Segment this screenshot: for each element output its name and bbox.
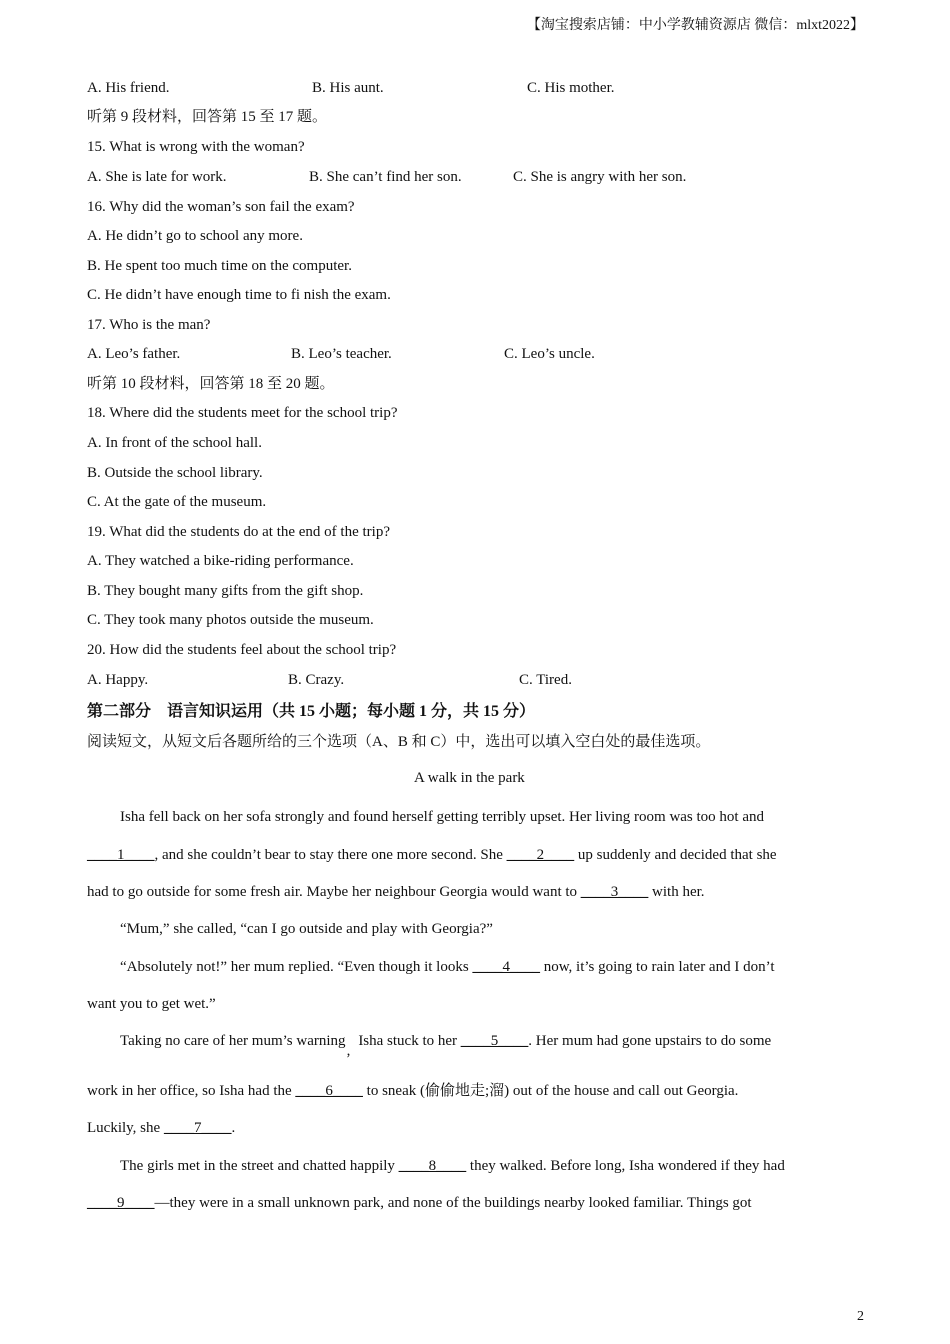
q18-stem: 18. Where did the students meet for the school trip? bbox=[87, 405, 398, 421]
q14-option-b: B. His aunt. bbox=[312, 80, 384, 96]
section-9-instruction: 听第 9 段材料，回答第 15 至 17 题。 bbox=[87, 109, 328, 125]
q14-option-a: A. His friend. bbox=[87, 80, 170, 96]
passage-text: work in her office, so Isha had the bbox=[87, 1083, 296, 1099]
passage-line-5 bbox=[120, 957, 774, 977]
q15-option-c: C. She is angry with her son. bbox=[513, 169, 687, 185]
passage-text: , and she couldn’t bear to stay there one more second. She bbox=[154, 847, 507, 863]
q19-option-b: B. They bought many gifts from the gift shop. bbox=[87, 583, 364, 599]
blank-7: ____7____ bbox=[163, 1120, 232, 1136]
blank-8: ____8____ bbox=[398, 1158, 467, 1174]
passage-line-10 bbox=[120, 1156, 785, 1176]
passage-text: Luckily, she bbox=[87, 1120, 164, 1136]
passage-text: “Mum,” she called, “can I go outside and play with Georgia?” bbox=[120, 921, 493, 937]
q16-option-a: A. He didn’t go to school any more. bbox=[87, 228, 303, 244]
q20-option-b: B. Crazy. bbox=[288, 672, 345, 688]
passage-text: now, it’s going to rain later and I don’t bbox=[539, 959, 775, 975]
passage-text: they walked. Before long, Isha wondered if they had bbox=[466, 1158, 785, 1174]
blank-9: ____9____ bbox=[87, 1195, 155, 1211]
q20-option-c: C. Tired. bbox=[519, 672, 572, 688]
part-2-instruction: 阅读短文，从短文后各题所给的三个选项（A、B 和 C）中，选出可以填入空白处的最佳选项。 bbox=[87, 734, 711, 750]
part-2-heading: 第二部分 语言知识运用（共 15 小题；每小题 1 分，共 15 分） bbox=[87, 703, 536, 720]
q16-option-c: C. He didn’t have enough time to fi nish the exam. bbox=[87, 287, 391, 303]
q17-option-c: C. Leo’s uncle. bbox=[504, 346, 595, 362]
q17-option-a: A. Leo’s father. bbox=[87, 346, 181, 362]
passage-line-6 bbox=[87, 994, 216, 1014]
q17-stem: 17. Who is the man? bbox=[87, 317, 211, 333]
blank-1: ____1____ bbox=[87, 847, 155, 863]
passage-line-3 bbox=[87, 882, 705, 902]
q19-stem: 19. What did the students do at the end of the trip? bbox=[87, 524, 390, 540]
passage-comma: , bbox=[346, 1043, 351, 1059]
blank-6: ____6____ bbox=[295, 1083, 363, 1099]
passage-text: to sneak (偷偷地走;溜) out of the house and call out Georgia. bbox=[362, 1083, 739, 1099]
page-number: 2 bbox=[857, 1309, 864, 1324]
passage-text: want you to get wet.” bbox=[87, 996, 216, 1012]
passage-text: . bbox=[231, 1120, 236, 1136]
q19-option-a: A. They watched a bike-riding performance. bbox=[87, 553, 354, 569]
q15-option-b: B. She can’t find her son. bbox=[309, 169, 462, 185]
passage-text: —they were in a small unknown park, and none of the buildings nearby looked familiar. Things got bbox=[154, 1195, 752, 1211]
q16-stem: 16. Why did the woman’s son fail the exam? bbox=[87, 199, 355, 215]
passage-line-8 bbox=[87, 1081, 738, 1101]
passage-text: had to go outside for some fresh air. Maybe her neighbour Georgia would want to bbox=[87, 884, 581, 900]
passage-text: Isha stuck to her bbox=[358, 1033, 461, 1049]
q18-option-a: A. In front of the school hall. bbox=[87, 435, 262, 451]
section-10-instruction: 听第 10 段材料，回答第 18 至 20 题。 bbox=[87, 376, 335, 392]
passage-text: up suddenly and decided that she bbox=[574, 847, 777, 863]
q18-option-b: B. Outside the school library. bbox=[87, 465, 263, 481]
passage-line-7 bbox=[120, 1031, 772, 1059]
passage-text: with her. bbox=[648, 884, 705, 900]
q17-option-b: B. Leo’s teacher. bbox=[291, 346, 392, 362]
blank-3: ____3____ bbox=[580, 884, 649, 900]
passage-text: . Her mum had gone upstairs to do some bbox=[528, 1033, 772, 1049]
blank-2: ____2____ bbox=[506, 847, 575, 863]
passage-text: The girls met in the street and chatted happily bbox=[120, 1158, 399, 1174]
passage-line-11 bbox=[87, 1193, 752, 1213]
page-header: 【淘宝搜索店铺：中小学教辅资源店 微信：mlxt2022】 bbox=[526, 18, 864, 33]
passage-text: Taking no care of her mum’s warning bbox=[120, 1033, 346, 1049]
passage-line-2 bbox=[87, 845, 777, 865]
blank-5: ____5____ bbox=[460, 1033, 529, 1049]
passage-line-4 bbox=[120, 919, 493, 939]
passage-line-9 bbox=[87, 1118, 235, 1138]
q15-stem: 15. What is wrong with the woman? bbox=[87, 139, 305, 155]
q15-option-a: A. She is late for work. bbox=[87, 169, 227, 185]
passage-text: “Absolutely not!” her mum replied. “Even though it looks bbox=[120, 959, 473, 975]
q19-option-c: C. They took many photos outside the museum. bbox=[87, 612, 374, 628]
q18-option-c: C. At the gate of the museum. bbox=[87, 494, 267, 510]
passage-text: Isha fell back on her sofa strongly and found herself getting terribly upset. Her living room was too hot and bbox=[120, 809, 765, 825]
q20-stem: 20. How did the students feel about the school trip? bbox=[87, 642, 397, 658]
passage-line-1 bbox=[120, 807, 764, 827]
q20-option-a: A. Happy. bbox=[87, 672, 149, 688]
blank-4: ____4____ bbox=[472, 959, 540, 975]
passage-title: A walk in the park bbox=[414, 770, 525, 786]
q16-option-b: B. He spent too much time on the computer. bbox=[87, 258, 352, 274]
q14-option-c: C. His mother. bbox=[527, 80, 615, 96]
